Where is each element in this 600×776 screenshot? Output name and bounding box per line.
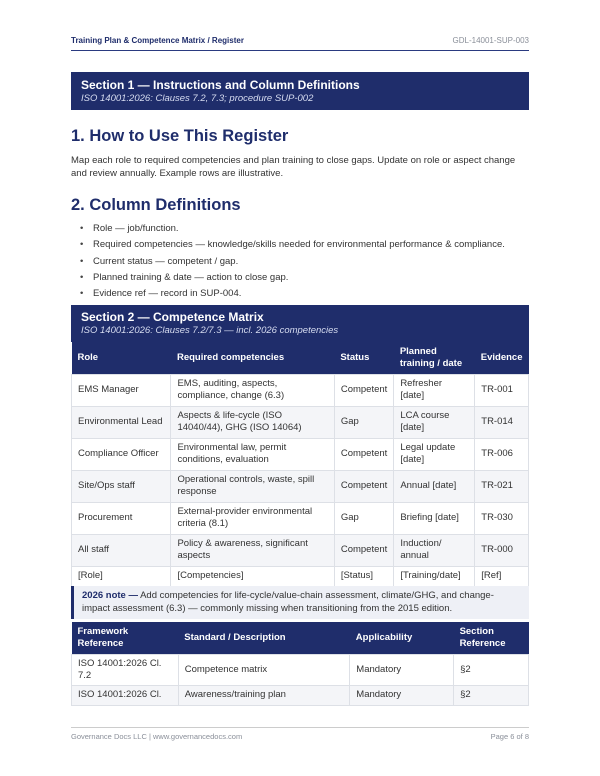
header-rule — [71, 50, 529, 51]
column-header-applicability: Applicability — [350, 622, 454, 654]
column-header-framework: Framework Reference — [72, 622, 179, 654]
column-header-competencies: Required competencies — [171, 342, 334, 374]
note-text: Add competencies for life-cycle/value-chain assessment, climate/GHG, and change-impact assessment (6.3) — commonly missing when transitioning from the 2015 edition. — [82, 590, 494, 614]
column-header-training: Planned training / date — [394, 342, 475, 374]
footer-rule — [71, 727, 529, 728]
list-item: • Role — job/function. — [71, 221, 529, 237]
table-row: EMS Manager EMS, auditing, aspects, compliance, change (6.3) Competent Refresher [date] TR-001 — [72, 374, 529, 406]
section1-subtitle: ISO 14001:2026: Clauses 7.2, 7.3; procedure SUP-002 — [81, 93, 314, 104]
page-number: Page 6 of 8 — [490, 732, 529, 741]
competence-matrix-table — [71, 342, 529, 587]
list-item: • Evidence ref — record in SUP-004. — [71, 286, 529, 302]
list-item: • Current status — competent / gap. — [71, 254, 529, 270]
note-callout — [71, 586, 529, 619]
table-row: Compliance Officer Environmental law, permit conditions, evaluation Competent Legal update [date] TR-006 — [72, 438, 529, 470]
column-definitions-heading: 2. Column Definitions — [71, 196, 241, 214]
table-row: ISO 14001:2026 Cl. 7.2 Competence matrix Mandatory §2 — [72, 654, 529, 685]
section2-banner — [71, 305, 529, 342]
column-header-section: Section Reference — [454, 622, 529, 654]
column-definitions-list — [71, 221, 529, 302]
column-header-standard: Standard / Description — [178, 622, 350, 654]
document-title: Training Plan & Competence Matrix / Register — [71, 36, 244, 45]
table-row: ISO 14001:2026 Cl. Awareness/training plan Mandatory §2 — [72, 685, 529, 705]
bullet-icon: • — [80, 255, 84, 267]
section1-title: Section 1 — Instructions and Column Definitions — [81, 78, 360, 92]
document-code: GDL-14001-SUP-003 — [452, 36, 529, 45]
bullet-icon: • — [80, 271, 84, 283]
footer-publisher: Governance Docs LLC | www.governancedocs.com — [71, 732, 243, 741]
table-row: Environmental Lead Aspects & life-cycle (ISO 14040/44), GHG (ISO 14064) Gap LCA course [date] TR-014 — [72, 406, 529, 438]
section2-subtitle: ISO 14001:2026: Clauses 7.2/7.3 — incl. 2026 competencies — [81, 325, 339, 336]
column-header-evidence: Evidence — [475, 342, 529, 374]
how-to-body: Map each role to required competencies and plan training to close gaps. Update on role or aspect change and review annually. Example rows are illustrative. — [71, 155, 516, 179]
bullet-icon: • — [80, 223, 84, 234]
table-header-row — [72, 342, 529, 374]
table-header-row — [72, 622, 529, 654]
how-to-heading: 1. How to Use This Register — [71, 127, 289, 145]
table-row: Site/Ops staff Operational controls, waste, spill response Competent Annual [date] TR-021 — [72, 470, 529, 502]
section2-title: Section 2 — Competence Matrix — [81, 310, 264, 324]
list-item: • Planned training & date — action to close gap. — [71, 270, 529, 286]
list-item: • Required competencies — knowledge/skills needed for environmental performance & compliance. — [71, 237, 529, 253]
column-header-role: Role — [72, 342, 171, 374]
page-footer — [71, 732, 529, 741]
table-row: [Role] [Competencies] [Status] [Training/date] [Ref] — [72, 566, 529, 586]
note-label: 2026 note — — [82, 590, 138, 601]
framework-reference-table — [71, 622, 529, 706]
section1-banner — [71, 72, 529, 110]
bullet-icon: • — [80, 239, 84, 251]
column-header-status: Status — [334, 342, 393, 374]
table-row: All staff Policy & awareness, significant aspects Competent Induction/ annual TR-000 — [72, 534, 529, 566]
running-header — [71, 36, 529, 48]
table-row: Procurement External-provider environmental criteria (8.1) Gap Briefing [date] TR-030 — [72, 502, 529, 534]
bullet-icon: • — [80, 288, 84, 300]
